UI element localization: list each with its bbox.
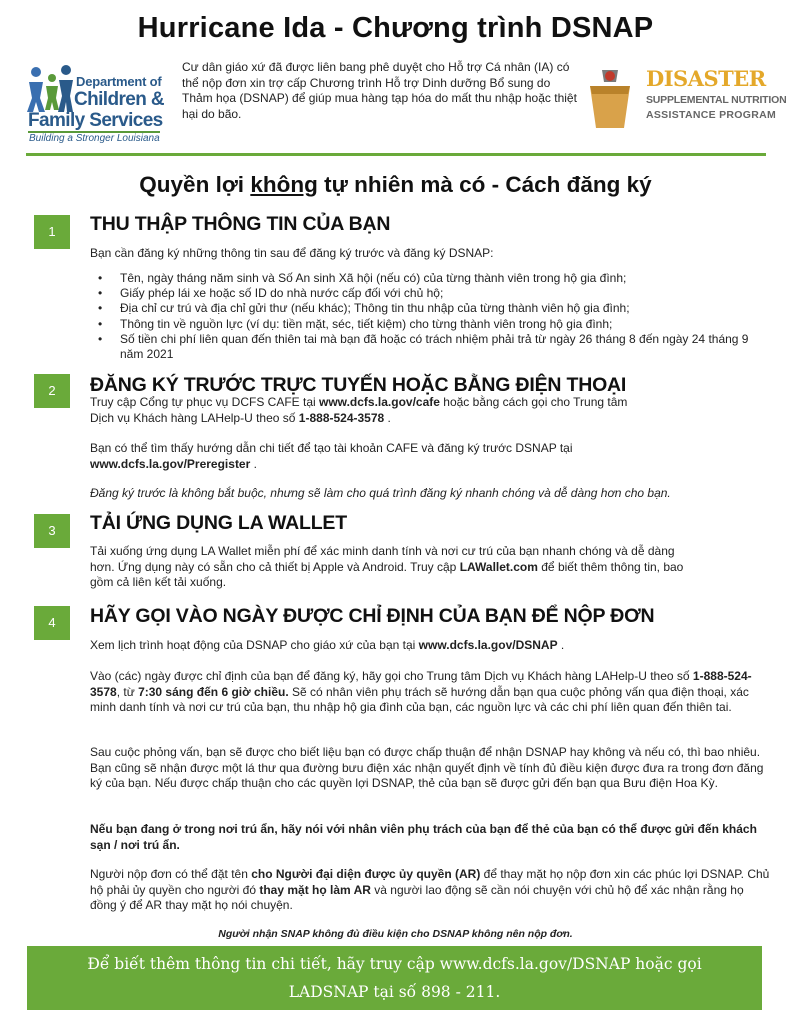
- section-4-paragraph-3: Sau cuộc phỏng vấn, bạn sẽ được cho biết liệu bạn có được chấp thuận để nhận DSNAP hay không và nếu có, thì bao nhiêu. Bạn cũng sẽ nhận được một lá thư qua đường bưu điện xác nhận quyết định về tính đủ điều kiện được đưa ra trong đơn đăng ký của bạn. Nếu được chấp thuận cho các quyền lợi DSNAP, thẻ của bạn sẽ được gửi đến bạn qua Bưu điện Hoa Kỳ.: [90, 745, 764, 790]
- subtitle-underlined-word: không: [250, 172, 318, 197]
- step-number-2: 2: [34, 374, 70, 408]
- dsnap-link[interactable]: www.dcfs.la.gov/DSNAP: [418, 638, 558, 652]
- section-1-bullet-list: [90, 271, 770, 362]
- footer-banner: [27, 946, 762, 1010]
- step-number-4: 4: [34, 606, 70, 640]
- list-item: • Địa chỉ cư trú và địa chỉ gửi thư (nếu khác); Thông tin thu nhập của từng thành viên hộ gia đình;: [90, 301, 770, 316]
- page-title: Hurricane Ida - Chương trình DSNAP: [137, 12, 654, 44]
- header-divider: [26, 153, 766, 156]
- section-2-paragraph-1: Truy cập Cổng tự phục vụ DCFS CAFE tại www.dcfs.la.gov/cafe hoặc bằng cách gọi cho Trung tâm Dịch vụ Khách hàng LAHelp-U theo số 1-888-524-3578 .: [90, 395, 628, 425]
- section-2-paragraph-3: Đăng ký trước là không bắt buộc, nhưng sẽ làm cho quá trình đăng ký nhanh chóng và dễ dàng hơn cho bạn.: [90, 486, 671, 500]
- dcfs-logo-line3: Family Services: [28, 110, 163, 131]
- phone-number: 1-888-524-3578: [90, 669, 752, 699]
- section-2-title: ĐĂNG KÝ TRƯỚC TRỰC TUYẾN HOẶC BẰNG ĐIỆN THOẠI: [90, 374, 627, 396]
- step-number-3: 3: [34, 514, 70, 548]
- subtitle: Quyền lợi không tự nhiên mà có - Cách đăng ký: [139, 172, 652, 197]
- section-3-title: TẢI ỨNG DỤNG LA WALLET: [90, 512, 347, 534]
- preregister-link[interactable]: www.dcfs.la.gov/Preregister: [90, 456, 251, 471]
- list-item: • Thông tin về nguồn lực (ví dụ: tiền mặt, séc, tiết kiệm) cho từng thành viên trong hộ gia đình;: [90, 317, 770, 332]
- family-figures-icon: [26, 64, 74, 114]
- dsnap-logo: [584, 64, 787, 134]
- list-item: • Tên, ngày tháng năm sinh và Số An sinh Xã hội (nếu có) của từng thành viên trong hộ gia đình;: [90, 271, 770, 286]
- step-number-1: 1: [34, 215, 70, 249]
- intro-text: Cư dân giáo xứ đã được liên bang phê duyệt cho Hỗ trợ Cá nhân (IA) có thể nộp đơn xin trợ cấp Chương trình Hỗ trợ Dinh dưỡng Bổ sung do Thảm họa (DSNAP) để giúp mua hàng tạp hóa do mất thu nhập hoặc thiệt hại do bão.: [182, 60, 577, 121]
- cafe-link[interactable]: www.dcfs.la.gov/cafe: [319, 395, 440, 409]
- dcfs-logo-line1: Department of: [76, 74, 162, 89]
- section-1-title: THU THẬP THÔNG TIN CỦA BẠN: [90, 213, 391, 235]
- section-4-paragraph-5: Người nộp đơn có thể đặt tên cho Người đại diện được ủy quyền (AR) để thay mặt họ nộp đơn xin các phúc lợi DSNAP. Chủ hộ phải ủy quyền cho người đó thay mặt họ làm AR và người lao động sẽ cần nói chuyện với chủ hộ để xác nhận rằng họ đồng ý để AR thay mặt họ nói chuyện.: [90, 867, 770, 912]
- list-item: • Giấy phép lái xe hoặc số ID do nhà nước cấp đối với chủ hộ;: [90, 286, 770, 301]
- section-2-paragraph-2: Bạn có thể tìm thấy hướng dẫn chi tiết để tạo tài khoản CAFE và đăng ký trước DSNAP tại www.dcfs.la.gov/Preregister .: [90, 441, 573, 471]
- dcfs-logo-line2: Children &: [74, 89, 165, 110]
- footer-line-1: Để biết thêm thông tin chi tiết, hãy truy cập www.dcfs.la.gov/DSNAP hoặc gọi: [87, 955, 702, 973]
- section-4-paragraph-2: Vào (các) ngày được chỉ định của bạn để đăng ký, hãy gọi cho Trung tâm Dịch vụ Khách hàng LAHelp-U theo số 1-888-524-3578, từ 7:30 sáng đến 6 giờ chiều. Sẽ có nhân viên phụ trách sẽ hướng dẫn bạn qua cuộc phỏng vấn qua điện thoại, xác minh danh tính và nơi cư trú của bạn, thu nhập hộ gia đình của bạn, các nguồn lực và các chi phí liên quan đến thiên tai.: [90, 669, 752, 714]
- dcfs-logo-tagline: Building a Stronger Louisiana: [29, 133, 160, 144]
- dcfs-logo: [26, 62, 166, 146]
- section-3-paragraph: Tải xuống ứng dụng LA Wallet miễn phí để xác minh danh tính và nơi cư trú của bạn nhanh chóng và dễ dàng hơn. Ứng dụng này có sẵn cho cả thiết bị Apple và Android. Truy cập LAWallet.com để biết thêm thông tin, bao gồm cả liên kết tải xuống.: [90, 544, 684, 589]
- phone-number: 1-888-524-3578: [298, 410, 385, 425]
- footer-line-2: LADSNAP tại số 898 - 211.: [288, 983, 501, 1001]
- grocery-bag-icon: [584, 68, 636, 130]
- dsnap-logo-line1: DISASTER: [646, 66, 766, 91]
- snap-recipients-note: Người nhận SNAP không đủ điều kiện cho DSNAP không nên nộp đơn.: [218, 928, 573, 940]
- lawallet-link[interactable]: LAWallet.com: [459, 559, 538, 574]
- section-4-paragraph-1: Xem lịch trình hoạt động của DSNAP cho giáo xứ của bạn tại www.dcfs.la.gov/DSNAP .: [90, 638, 565, 652]
- dsnap-logo-line2: SUPPLEMENTAL NUTRITION: [646, 94, 787, 106]
- section-4-paragraph-4: Nếu bạn đang ở trong nơi trú ẩn, hãy nói với nhân viên phụ trách của bạn để thẻ của bạn có thể được gửi đến khách sạn / nơi trú ẩn.: [90, 822, 757, 852]
- call-hours: 7:30 sáng đến 6 giờ chiều.: [138, 684, 289, 699]
- dsnap-logo-line3: ASSISTANCE PROGRAM: [646, 109, 777, 121]
- section-4-title: HÃY GỌI VÀO NGÀY ĐƯỢC CHỈ ĐỊNH CỦA BẠN ĐỂ NỘP ĐƠN: [90, 605, 655, 627]
- section-1-intro: Bạn cần đăng ký những thông tin sau để đăng ký trước và đăng ký DSNAP:: [90, 246, 494, 260]
- list-item: • Số tiền chi phí liên quan đến thiên tai mà bạn đã hoặc có trách nhiệm phải trả từ ngày 26 tháng 8 đến ngày 24 tháng 9 năm 2021: [90, 332, 770, 362]
